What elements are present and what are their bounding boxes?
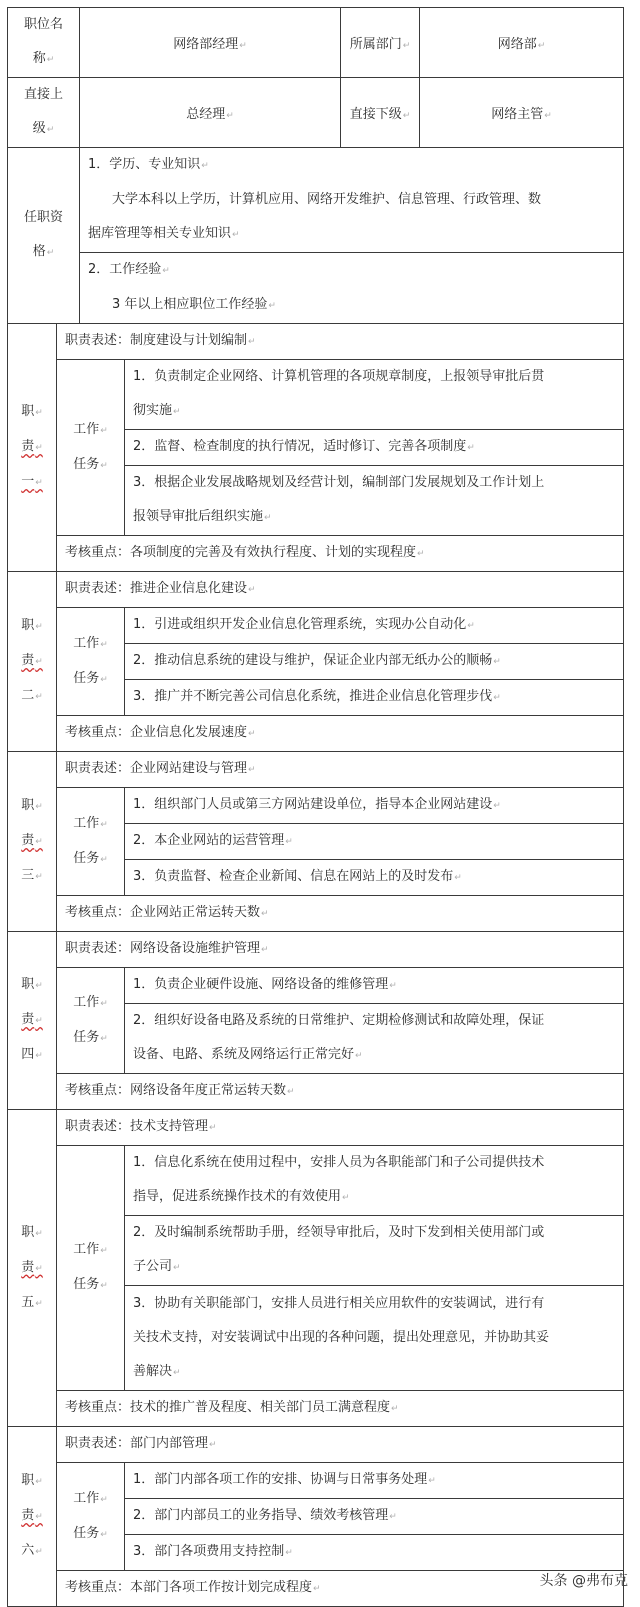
- superior-value: 总经理 ↵: [186, 107, 234, 122]
- task-line: 1．信息化系统在使用过程中，安排人员为各职能部门和子公司提供技术: [133, 1155, 545, 1170]
- duty-char: 责 ↵: [21, 1508, 43, 1523]
- duty-label-2: [8, 572, 57, 752]
- tasks-label-line2: 任务 ↵: [73, 1030, 108, 1045]
- tasks-label: [57, 1463, 125, 1571]
- tasks-label-line2: 任务 ↵: [73, 1526, 108, 1541]
- duty-evaluation: [57, 536, 624, 572]
- duty-number: 三 ↵: [21, 868, 43, 883]
- duty-number: 四 ↵: [21, 1047, 43, 1062]
- task-item: [125, 1004, 624, 1074]
- task-item: [125, 644, 624, 680]
- duty-number: 五 ↵: [21, 1295, 43, 1310]
- desc-text: 推进企业信息化建设 ↵: [130, 581, 256, 596]
- tasks-label-line1: 工作 ↵: [73, 422, 108, 437]
- desc-prefix: 职责表述：: [65, 941, 131, 956]
- dept-label: 所属部门 ↵: [350, 37, 411, 52]
- desc-prefix: 职责表述：: [65, 761, 131, 776]
- duty-description: [57, 324, 624, 360]
- subordinate-label: 直接下级 ↵: [350, 107, 411, 122]
- duty-label-1: [8, 324, 57, 572]
- task-item: [125, 680, 624, 716]
- task-item: [125, 360, 624, 430]
- duty-char: 责 ↵: [21, 439, 43, 454]
- duty-evaluation: [57, 1391, 624, 1427]
- task-item: [125, 824, 624, 860]
- tasks-label-line1: 工作 ↵: [73, 816, 108, 831]
- eval-prefix: 考核重点：: [65, 1580, 131, 1595]
- qualifications-label: [8, 148, 80, 324]
- task-line: 2．推动信息系统的建设与维护，保证企业内部无纸办公的顺畅 ↵: [133, 653, 501, 668]
- watermark: 头条 @弗布克: [539, 1573, 628, 1589]
- eval-prefix: 考核重点：: [65, 905, 131, 920]
- task-line: 1．组织部门人员或第三方网站建设单位，指导本企业网站建设 ↵: [133, 797, 501, 812]
- task-line: 3．推广并不断完善公司信息化系统，推进企业信息化管理步伐 ↵: [133, 689, 501, 704]
- superior-label-line1: 直接上: [23, 87, 63, 102]
- desc-text: 技术支持管理 ↵: [130, 1119, 217, 1134]
- eval-prefix: 考核重点：: [65, 1400, 131, 1415]
- superior-label-line2: 级 ↵: [33, 121, 55, 136]
- eval-text: 本部门各项工作按计划完成程度 ↵: [130, 1580, 321, 1595]
- task-line: 1．负责企业硬件设施、网络设备的维修管理 ↵: [133, 977, 397, 992]
- task-item: [125, 1535, 624, 1571]
- task-line: 指导，促进系统操作技术的有效使用 ↵: [133, 1189, 350, 1204]
- task-line: 2．监督、检查制度的执行情况，适时修订、完善各项制度 ↵: [133, 439, 475, 454]
- desc-text: 部门内部管理 ↵: [130, 1436, 217, 1451]
- duty-char: 责 ↵: [21, 833, 43, 848]
- duty-number: 六 ↵: [21, 1543, 43, 1558]
- eval-text: 网络设备年度正常运转天数 ↵: [130, 1083, 295, 1098]
- task-line: 3．负责监督、检查企业新闻、信息在网站上的及时发布 ↵: [133, 869, 462, 884]
- task-item: [125, 860, 624, 896]
- task-item: [125, 608, 624, 644]
- duty-description: [57, 572, 624, 608]
- header-table: [7, 7, 624, 148]
- task-line: 2．本企业网站的运营管理 ↵: [133, 833, 293, 848]
- desc-text: 制度建设与计划编制 ↵: [130, 333, 256, 348]
- tasks-label-line1: 工作 ↵: [73, 995, 108, 1010]
- duty-description: [57, 932, 624, 968]
- duty-evaluation: [57, 896, 624, 932]
- qualification-item-education: [80, 148, 624, 253]
- eval-prefix: 考核重点：: [65, 725, 131, 740]
- task-line: 2．部门内部员工的业务指导、绩效考核管理 ↵: [133, 1508, 397, 1523]
- eval-prefix: 考核重点：: [65, 545, 131, 560]
- duties-table: [7, 323, 624, 1607]
- qualification-title: 1．学历、专业知识 ↵: [88, 157, 209, 172]
- subordinate-value: 网络主管 ↵: [491, 107, 552, 122]
- eval-text: 企业信息化发展速度 ↵: [130, 725, 256, 740]
- qualifications-label-line2: 格 ↵: [33, 244, 55, 259]
- duty-label-4: [8, 932, 57, 1110]
- superior-label: [8, 78, 80, 148]
- duty-char: 职 ↵: [21, 977, 43, 992]
- tasks-label-line2: 任务 ↵: [73, 457, 108, 472]
- tasks-label-line2: 任务 ↵: [73, 1277, 108, 1292]
- qualification-line: 大学本科以上学历，计算机应用、网络开发维护、信息管理、行政管理、数: [112, 192, 542, 207]
- qualifications-table: [7, 147, 624, 324]
- duty-number: 二 ↵: [21, 688, 43, 703]
- eval-prefix: 考核重点：: [65, 1083, 131, 1098]
- task-line: 3．协助有关职能部门，安排人员进行相关应用软件的安装调试，进行有: [133, 1295, 545, 1311]
- position-label-line1: 职位名: [23, 17, 63, 32]
- task-line: 1．负责制定企业网络、计算机管理的各项规章制度，上报领导审批后贯: [133, 369, 545, 384]
- qualification-line: 据库管理等相关专业知识 ↵: [88, 226, 240, 241]
- task-item: [125, 968, 624, 1004]
- duty-label-3: [8, 752, 57, 932]
- duty-description: [57, 752, 624, 788]
- tasks-label: [57, 360, 125, 536]
- duty-description: [57, 1427, 624, 1463]
- desc-prefix: 职责表述：: [65, 1436, 131, 1451]
- duty-char: 责 ↵: [21, 653, 43, 668]
- task-item: [125, 1499, 624, 1535]
- task-item: [125, 1286, 624, 1391]
- task-line: 2．及时编制系统帮助手册，经领导审批后，及时下发到相关使用部门或: [133, 1225, 545, 1240]
- qualification-line: 3 年以上相应职位工作经验 ↵: [112, 297, 276, 312]
- tasks-label-line2: 任务 ↵: [73, 851, 108, 866]
- position-value: 网络部经理 ↵: [173, 37, 247, 52]
- duty-char: 职 ↵: [21, 1473, 43, 1488]
- duty-evaluation: [57, 1074, 624, 1110]
- task-line: 1．引进或组织开发企业信息化管理系统，实现办公自动化 ↵: [133, 617, 475, 632]
- task-item: [125, 430, 624, 466]
- duty-char: 职 ↵: [21, 798, 43, 813]
- tasks-label: [57, 788, 125, 896]
- job-description-document: [7, 7, 623, 1607]
- tasks-label: [57, 1146, 125, 1391]
- task-item: [125, 1216, 624, 1286]
- task-item: [125, 788, 624, 824]
- task-line: 3．根据企业发展战略规划及经营计划，编制部门发展规划及工作计划上: [133, 475, 545, 490]
- duty-char: 责 ↵: [21, 1012, 43, 1027]
- position-label: [8, 8, 80, 78]
- duty-description: [57, 1110, 624, 1146]
- eval-text: 各项制度的完善及有效执行程度、计划的实现程度 ↵: [130, 545, 425, 560]
- task-item: [125, 1463, 624, 1499]
- duty-label-5: [8, 1110, 57, 1427]
- desc-text: 网络设备设施维护管理 ↵: [130, 941, 269, 956]
- duty-evaluation: [57, 1571, 624, 1607]
- duty-char: 职 ↵: [21, 1225, 43, 1240]
- task-item: [125, 1146, 624, 1216]
- task-line: 善解决 ↵: [133, 1364, 181, 1379]
- duty-char: 责 ↵: [21, 1260, 43, 1275]
- duty-char: 职 ↵: [21, 404, 43, 419]
- task-line: 彻实施 ↵: [133, 403, 181, 418]
- task-line: 报领导审批后组织实施 ↵: [133, 509, 272, 524]
- position-label-line2: 称 ↵: [33, 51, 55, 66]
- task-line: 3．部门各项费用支持控制 ↵: [133, 1544, 293, 1559]
- task-line: 1．部门内部各项工作的安排、协调与日常事务处理 ↵: [133, 1472, 436, 1487]
- task-line: 设备、电路、系统及网络运行正常完好 ↵: [133, 1047, 363, 1062]
- task-line: 子公司 ↵: [133, 1259, 181, 1274]
- task-line: 2．组织好设备电路及系统的日常维护、定期检修测试和故障处理，保证: [133, 1013, 545, 1028]
- duty-number: 一 ↵: [21, 474, 43, 489]
- tasks-label-line1: 工作 ↵: [73, 1242, 108, 1257]
- duty-label-6: [8, 1427, 57, 1607]
- desc-prefix: 职责表述：: [65, 333, 131, 348]
- qualification-title: 2．工作经验 ↵: [88, 262, 170, 277]
- desc-prefix: 职责表述：: [65, 1119, 131, 1134]
- tasks-label-line2: 任务 ↵: [73, 671, 108, 686]
- eval-text: 技术的推广普及程度、相关部门员工满意程度 ↵: [130, 1400, 399, 1415]
- tasks-label: [57, 968, 125, 1074]
- qualification-item-experience: [80, 253, 624, 324]
- tasks-label-line1: 工作 ↵: [73, 636, 108, 651]
- desc-text: 企业网站建设与管理 ↵: [130, 761, 256, 776]
- tasks-label-line1: 工作 ↵: [73, 1491, 108, 1506]
- tasks-label: [57, 608, 125, 716]
- duty-char: 职 ↵: [21, 618, 43, 633]
- eval-text: 企业网站正常运转天数 ↵: [130, 905, 269, 920]
- duty-evaluation: [57, 716, 624, 752]
- dept-value: 网络部 ↵: [498, 37, 546, 52]
- task-item: [125, 466, 624, 536]
- qualifications-label-line1: 任职资: [23, 210, 63, 225]
- desc-prefix: 职责表述：: [65, 581, 131, 596]
- task-line: 关技术支持，对安装调试中出现的各种问题，提出处理意见，并协助其妥: [133, 1329, 550, 1345]
